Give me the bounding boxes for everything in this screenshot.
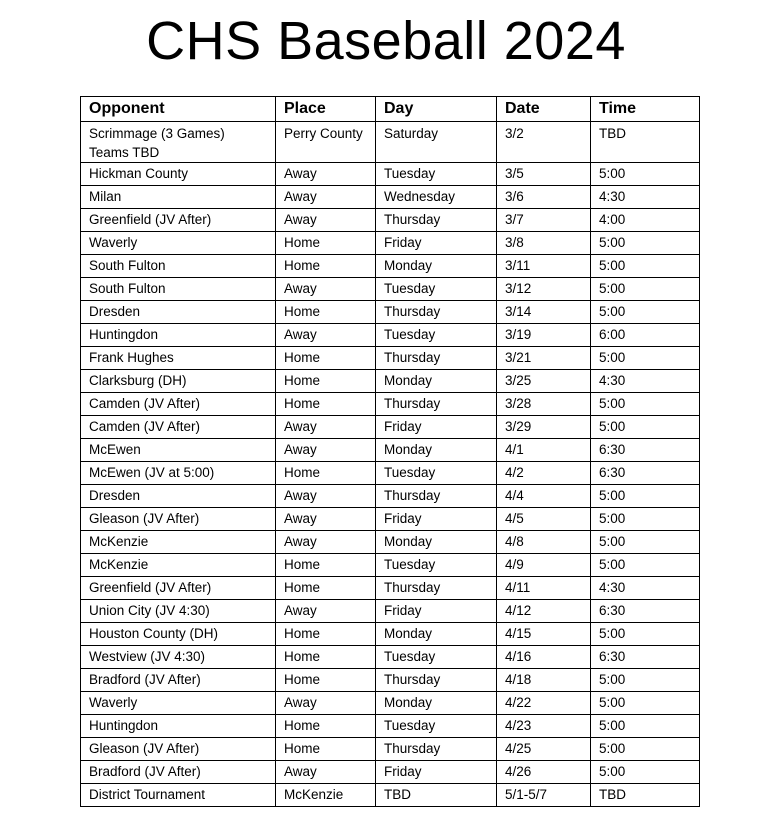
cell-time: 5:00	[591, 623, 700, 646]
cell-opponent: Greenfield (JV After)	[81, 209, 276, 232]
cell-place: Away	[276, 485, 376, 508]
cell-place: Home	[276, 738, 376, 761]
cell-day: Thursday	[376, 393, 497, 416]
cell-opponent: Houston County (DH)	[81, 623, 276, 646]
cell-place: Home	[276, 462, 376, 485]
cell-opponent: Gleason (JV After)	[81, 508, 276, 531]
cell-time: 4:30	[591, 577, 700, 600]
opponent-line-1: Scrimmage (3 Games)	[89, 126, 225, 141]
cell-day: Monday	[376, 531, 497, 554]
cell-place: Away	[276, 531, 376, 554]
cell-date: 3/19	[497, 324, 591, 347]
table-row	[81, 715, 700, 738]
cell-place: Home	[276, 577, 376, 600]
cell-day: Thursday	[376, 577, 497, 600]
cell-date: 3/12	[497, 278, 591, 301]
header-time: Time	[591, 97, 700, 122]
table-row	[81, 163, 700, 186]
cell-place: Home	[276, 715, 376, 738]
cell-opponent: Dresden	[81, 485, 276, 508]
table-row	[81, 531, 700, 554]
cell-date: 3/2	[497, 122, 591, 163]
cell-place: Home	[276, 669, 376, 692]
header-opponent: Opponent	[81, 97, 276, 122]
cell-time: 4:30	[591, 370, 700, 393]
table-row	[81, 646, 700, 669]
cell-place: McKenzie	[276, 784, 376, 807]
cell-place: Home	[276, 301, 376, 324]
cell-opponent: Camden (JV After)	[81, 393, 276, 416]
cell-place: Away	[276, 600, 376, 623]
cell-day: Tuesday	[376, 646, 497, 669]
table-row	[81, 485, 700, 508]
cell-place: Home	[276, 255, 376, 278]
table-row	[81, 186, 700, 209]
cell-date: 5/1-5/7	[497, 784, 591, 807]
cell-place: Home	[276, 646, 376, 669]
cell-day: Monday	[376, 623, 497, 646]
cell-day: Tuesday	[376, 462, 497, 485]
table-row	[81, 462, 700, 485]
cell-opponent	[81, 122, 276, 163]
cell-date: 4/4	[497, 485, 591, 508]
cell-place: Away	[276, 692, 376, 715]
cell-day: TBD	[376, 784, 497, 807]
header-row	[81, 97, 700, 122]
opponent-line-2: Teams TBD	[89, 145, 160, 160]
cell-day: Friday	[376, 232, 497, 255]
table-row	[81, 255, 700, 278]
cell-time: 5:00	[591, 669, 700, 692]
cell-time: 5:00	[591, 347, 700, 370]
cell-opponent: Huntingdon	[81, 715, 276, 738]
cell-date: 4/26	[497, 761, 591, 784]
cell-opponent: South Fulton	[81, 278, 276, 301]
table-row	[81, 370, 700, 393]
cell-date: 4/25	[497, 738, 591, 761]
cell-opponent: Bradford (JV After)	[81, 761, 276, 784]
table-row	[81, 669, 700, 692]
cell-opponent: Union City (JV 4:30)	[81, 600, 276, 623]
cell-time: 4:00	[591, 209, 700, 232]
cell-place: Away	[276, 439, 376, 462]
table-row	[81, 301, 700, 324]
cell-place: Perry County	[276, 122, 376, 163]
cell-opponent: McKenzie	[81, 531, 276, 554]
cell-time: 6:30	[591, 439, 700, 462]
cell-date: 4/22	[497, 692, 591, 715]
cell-place: Away	[276, 209, 376, 232]
table-row	[81, 393, 700, 416]
cell-opponent: Greenfield (JV After)	[81, 577, 276, 600]
cell-day: Thursday	[376, 669, 497, 692]
header-place: Place	[276, 97, 376, 122]
table-row	[81, 232, 700, 255]
cell-date: 4/11	[497, 577, 591, 600]
table-row	[81, 623, 700, 646]
cell-date: 3/29	[497, 416, 591, 439]
table-row	[81, 784, 700, 807]
cell-opponent: Frank Hughes	[81, 347, 276, 370]
cell-time: 5:00	[591, 554, 700, 577]
cell-day: Tuesday	[376, 324, 497, 347]
cell-day: Tuesday	[376, 278, 497, 301]
cell-time: 5:00	[591, 163, 700, 186]
cell-opponent: McKenzie	[81, 554, 276, 577]
cell-date: 3/6	[497, 186, 591, 209]
table-row	[81, 761, 700, 784]
cell-place: Away	[276, 324, 376, 347]
cell-time: 6:30	[591, 462, 700, 485]
cell-date: 4/16	[497, 646, 591, 669]
table-row	[81, 439, 700, 462]
table-row	[81, 278, 700, 301]
cell-date: 3/8	[497, 232, 591, 255]
cell-place: Away	[276, 761, 376, 784]
cell-day: Thursday	[376, 738, 497, 761]
cell-date: 3/14	[497, 301, 591, 324]
cell-place: Home	[276, 554, 376, 577]
cell-time: 5:00	[591, 416, 700, 439]
cell-date: 4/2	[497, 462, 591, 485]
cell-place: Away	[276, 508, 376, 531]
cell-opponent: Westview (JV 4:30)	[81, 646, 276, 669]
table-row	[81, 738, 700, 761]
header-date: Date	[497, 97, 591, 122]
cell-time: 5:00	[591, 692, 700, 715]
cell-opponent: District Tournament	[81, 784, 276, 807]
cell-time: TBD	[591, 784, 700, 807]
cell-day: Saturday	[376, 122, 497, 163]
cell-opponent: Clarksburg (DH)	[81, 370, 276, 393]
cell-date: 4/8	[497, 531, 591, 554]
cell-day: Friday	[376, 761, 497, 784]
cell-time: 5:00	[591, 531, 700, 554]
cell-opponent: Bradford (JV After)	[81, 669, 276, 692]
cell-date: 3/28	[497, 393, 591, 416]
cell-opponent: Gleason (JV After)	[81, 738, 276, 761]
cell-opponent: Waverly	[81, 232, 276, 255]
cell-date: 4/23	[497, 715, 591, 738]
table-row	[81, 416, 700, 439]
cell-day: Friday	[376, 416, 497, 439]
cell-place: Home	[276, 393, 376, 416]
cell-day: Thursday	[376, 485, 497, 508]
cell-date: 4/1	[497, 439, 591, 462]
cell-date: 3/7	[497, 209, 591, 232]
cell-day: Thursday	[376, 209, 497, 232]
cell-time: 5:00	[591, 278, 700, 301]
cell-place: Home	[276, 232, 376, 255]
cell-date: 4/9	[497, 554, 591, 577]
cell-time: 5:00	[591, 508, 700, 531]
cell-date: 3/25	[497, 370, 591, 393]
page-title: CHS Baseball 2024	[146, 11, 626, 71]
table-row	[81, 577, 700, 600]
table-row	[81, 209, 700, 232]
table-row	[81, 600, 700, 623]
cell-opponent: Camden (JV After)	[81, 416, 276, 439]
cell-day: Tuesday	[376, 715, 497, 738]
cell-opponent: McEwen	[81, 439, 276, 462]
table-row	[81, 692, 700, 715]
cell-place: Home	[276, 623, 376, 646]
cell-day: Tuesday	[376, 163, 497, 186]
cell-day: Thursday	[376, 347, 497, 370]
table-row	[81, 554, 700, 577]
cell-opponent: Hickman County	[81, 163, 276, 186]
cell-opponent: Waverly	[81, 692, 276, 715]
cell-day: Monday	[376, 370, 497, 393]
cell-day: Friday	[376, 508, 497, 531]
table-row	[81, 508, 700, 531]
cell-date: 4/15	[497, 623, 591, 646]
cell-date: 4/5	[497, 508, 591, 531]
cell-place: Home	[276, 347, 376, 370]
cell-time: 6:00	[591, 324, 700, 347]
table-row	[81, 122, 700, 163]
cell-place: Away	[276, 278, 376, 301]
cell-time: 6:30	[591, 600, 700, 623]
cell-day: Wednesday	[376, 186, 497, 209]
cell-day: Monday	[376, 439, 497, 462]
cell-time: 5:00	[591, 393, 700, 416]
cell-time: 5:00	[591, 255, 700, 278]
cell-date: 3/11	[497, 255, 591, 278]
cell-time: TBD	[591, 122, 700, 163]
cell-time: 5:00	[591, 715, 700, 738]
cell-place: Away	[276, 186, 376, 209]
cell-opponent: Dresden	[81, 301, 276, 324]
cell-time: 5:00	[591, 301, 700, 324]
cell-place: Home	[276, 370, 376, 393]
cell-opponent: McEwen (JV at 5:00)	[81, 462, 276, 485]
cell-date: 4/18	[497, 669, 591, 692]
cell-date: 3/21	[497, 347, 591, 370]
cell-time: 5:00	[591, 485, 700, 508]
cell-time: 5:00	[591, 761, 700, 784]
cell-time: 6:30	[591, 646, 700, 669]
cell-time: 5:00	[591, 232, 700, 255]
cell-day: Thursday	[376, 301, 497, 324]
schedule-table	[80, 96, 700, 807]
cell-date: 3/5	[497, 163, 591, 186]
header-day: Day	[376, 97, 497, 122]
table-row	[81, 347, 700, 370]
cell-place: Away	[276, 163, 376, 186]
cell-date: 4/12	[497, 600, 591, 623]
cell-place: Away	[276, 416, 376, 439]
cell-day: Monday	[376, 255, 497, 278]
cell-opponent: Huntingdon	[81, 324, 276, 347]
cell-day: Tuesday	[376, 554, 497, 577]
cell-day: Monday	[376, 692, 497, 715]
cell-opponent: Milan	[81, 186, 276, 209]
cell-time: 4:30	[591, 186, 700, 209]
table-row	[81, 324, 700, 347]
cell-time: 5:00	[591, 738, 700, 761]
cell-opponent: South Fulton	[81, 255, 276, 278]
cell-day: Friday	[376, 600, 497, 623]
